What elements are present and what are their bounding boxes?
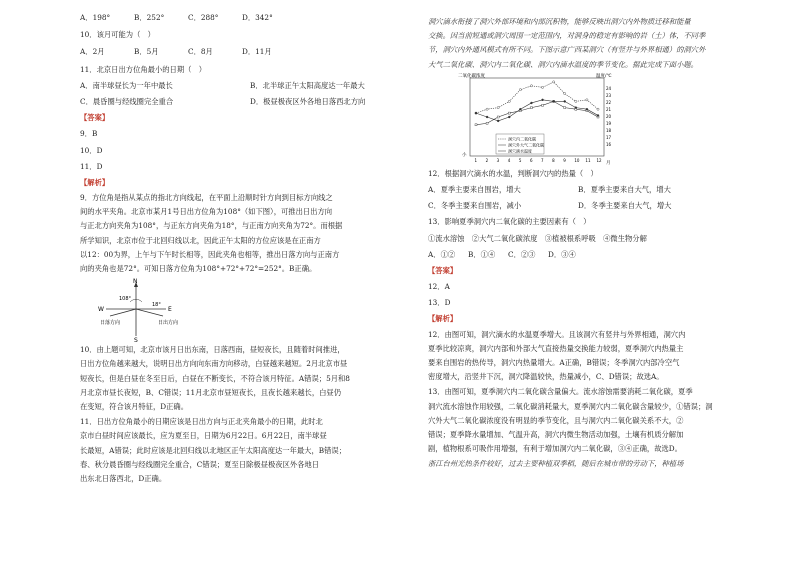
y-tick-label: 20 bbox=[606, 113, 612, 119]
q12-stem: 12．根据洞穴滴水的水温，判断洞穴内的热量（ ） bbox=[428, 168, 598, 178]
y-tick-label: 21 bbox=[606, 106, 612, 112]
q11-options-row2: C．晨昏圈与经线圈完全重合 D．极昼极夜区外各地日落西北方向 bbox=[80, 96, 366, 106]
passage-intro: 洞穴滴水衔接了洞穴外部环境和内部沉积物，能够反映出洞穴内外物质迁移和能量 交换。因当前短通或洞穴周围一定范围内，对洞身的稳定有影响的岩（土）体，不同季 节，洞穴内外通风模式有所不同。下图示意广西某洞穴（有竖井与外界相通）的洞穴外 大气二氧化碳、洞穴内二氧化碳、洞穴内滴水温度的季节变化。据此完成下面小题。 bbox=[428, 17, 706, 69]
x-tick-label: 10 bbox=[574, 157, 580, 163]
data-point bbox=[575, 106, 577, 108]
answer-11: 11．D bbox=[80, 161, 103, 171]
legend-label: 洞穴外大气二氧化碳 bbox=[508, 142, 544, 148]
answer-label-right: 【答案】 bbox=[428, 265, 458, 275]
label-s: S bbox=[134, 337, 138, 345]
data-point bbox=[553, 100, 555, 102]
data-point bbox=[564, 100, 566, 102]
q10-stem: 10．该月可能为（ ） bbox=[80, 30, 155, 40]
q13-stem: 13．影响夏季洞穴内二氧化碳的主要因素有（ ） bbox=[428, 217, 591, 227]
data-point bbox=[475, 124, 477, 126]
q11-stem: 11．北京日出方位角最小的日期（ ） bbox=[80, 64, 207, 74]
data-point bbox=[586, 98, 588, 100]
data-point bbox=[519, 88, 521, 90]
analysis-10: 10．由上题可知，北京市该月日出东南，日落西南，昼短夜长，且随着时间推进， 日出方位角越来越大，说明日出方向向东南方向移动，白昼越来越短。2月北京市昼 短夜长，但是白昼在冬至日后，白昼在不断变长，不符合该月特征。A错误；5月和8 月北京市昼长夜短，B、C错误；11月北京市昼短夜长，且夜长越来越长，白昼仍 在变短，符合该月特征，D正确。 bbox=[80, 345, 350, 411]
q11-options-row1: A．南半球昼长为一年中最长 B．北半球正午太阳高度达一年最大 bbox=[80, 80, 365, 90]
right-column bbox=[428, 16, 728, 470]
data-point bbox=[530, 102, 532, 104]
label-e: E bbox=[168, 306, 172, 314]
data-point bbox=[486, 108, 488, 110]
chart-svg bbox=[456, 72, 626, 166]
q13-factors: ①流水溶蚀 ②大气二氧化碳浓度 ③植被根系呼吸 ④微生物分解 bbox=[428, 233, 647, 243]
data-point bbox=[575, 100, 577, 102]
compass-svg bbox=[96, 276, 179, 345]
data-point bbox=[475, 112, 477, 114]
x-tick-label: 9 bbox=[563, 157, 566, 163]
next-passage-intro: 浙江台州光热条件较好，过去主要种植双季稻，随后在城市带的劳动下，种植场 bbox=[428, 459, 684, 469]
analysis-11: 11．日出方位角最小的日期应该是日出方向与正北夹角最小的日期，此时北 京市白昼时间应该最长，应为夏至日，日期为6月22日。6月22日，南半球昼 长最短，A错误；此时应该是北回归线以北地区正午太阳高度达一年最大，B错误； 春、秋分晨昏圈与经线圈完全重合，C错误；夏至日除极昼极夜区外各地日 出东北日落西北，D正确。 bbox=[80, 417, 347, 483]
cave-co2-chart bbox=[456, 72, 626, 166]
y-tick-label: 24 bbox=[606, 85, 612, 91]
label-n: N bbox=[133, 278, 138, 286]
x-tick-label: 2 bbox=[485, 157, 489, 163]
answer-10: 10．D bbox=[80, 145, 103, 155]
analysis-9: 9．方位角是指从某点的指北方向线起，在平面上沿顺时针方向到目标方向线之 间的水平夹角。北京市某月1号日出方位角为108°（如下图），可推出日出方向 与正北方向夹角为108°，与正东方向夹角为18°，与正南方向夹角为72°。而根据 所学知识，北京市位于北回归线以北，因此正午太阳的方位应该是在正南方 以12：00为界，上午与下午时长相等，因此夹角也相等，推出日落方向与正南方 向的夹角也是72°。可知日落方位角为108°+72°+72°=252°。B正确。 bbox=[80, 193, 343, 273]
analysis-label: 【解析】 bbox=[80, 177, 110, 187]
q8-options: A．198° B．252° C．288° D．342° bbox=[80, 13, 273, 22]
y-tick-label: 22 bbox=[606, 99, 612, 105]
compass-diagram bbox=[96, 276, 179, 345]
data-point bbox=[497, 116, 499, 118]
data-point bbox=[597, 114, 599, 116]
series-group bbox=[475, 81, 599, 126]
series-line bbox=[476, 100, 598, 121]
data-point bbox=[541, 86, 543, 88]
x-tick-label: 1 bbox=[474, 157, 478, 163]
y-tick-label: 16 bbox=[606, 141, 612, 147]
data-point bbox=[519, 108, 521, 110]
x-tick-label: 11 bbox=[585, 157, 591, 163]
label-sunset: 日落方向 bbox=[100, 320, 121, 327]
answer-label: 【答案】 bbox=[80, 113, 110, 123]
sunset-ray bbox=[110, 309, 136, 316]
left-column bbox=[80, 12, 395, 484]
answer-9: 9．B bbox=[80, 129, 98, 139]
data-point bbox=[542, 104, 544, 106]
data-point bbox=[530, 84, 532, 86]
analysis-13: 13．由图可知，夏季洞穴内二氧化碳含量偏大。流水溶蚀需要消耗二氧化碳，夏季 洞穴流水溶蚀作用较强，二氧化碳消耗量大，夏季洞穴内二氧化碳含量较少，①错误；洞 穴外大气二氧化碳浓度没有明显的季节变化，且与洞穴内二氧化碳关系不大，② 错误；夏季降水量增加、气温升高，洞穴内微生物活动加强，土壤有机质分解加 剧，植物根系可吸作用增强，有利于增加洞穴内二氧化碳，③④正确，故选D。 bbox=[428, 387, 713, 454]
label-108: 108° bbox=[119, 296, 132, 303]
x-tick-label: 12 bbox=[596, 157, 602, 163]
data-point bbox=[530, 106, 532, 108]
data-point bbox=[542, 99, 544, 101]
data-point bbox=[497, 106, 499, 108]
x-tick-label: 6 bbox=[529, 157, 533, 163]
y-tick-label: 19 bbox=[606, 120, 612, 126]
series-line bbox=[476, 101, 598, 124]
data-point bbox=[508, 116, 510, 118]
chart-legend bbox=[496, 134, 544, 154]
q10-options: A．2月 B．5月 C．8月 D．11月 bbox=[80, 47, 272, 57]
data-point bbox=[553, 81, 555, 83]
sunrise-ray bbox=[136, 309, 163, 316]
analysis-12: 12．由图可知，洞穴滴水的水温夏季增大。且该洞穴有竖井与外界相通，洞穴内 夏季比较凉爽，洞穴内部和外部大气直接热量交换能力较弱，夏季洞穴内热量主 要来自围岩的热传导，洞穴内热量增大。A正确，B错误；冬季洞穴内部冷空气 密度增大，沿竖井下沉，洞穴降温较快，热量减小，C、D错误；故选A。 bbox=[428, 329, 686, 382]
x-tick-label: 5 bbox=[518, 157, 522, 163]
data-point bbox=[586, 108, 588, 110]
x-tick-labels bbox=[475, 158, 603, 163]
answer-13: 13．D bbox=[428, 298, 451, 308]
data-point bbox=[508, 100, 510, 102]
x-tick-label: 4 bbox=[507, 157, 511, 163]
y-tick-label: 23 bbox=[606, 92, 612, 98]
data-point bbox=[508, 112, 510, 114]
data-point bbox=[597, 108, 599, 110]
x-tick-label: 3 bbox=[496, 157, 500, 163]
x-tick-label: 8 bbox=[552, 157, 555, 163]
y-tick-label: 18 bbox=[606, 127, 612, 133]
analysis-label-right: 【解析】 bbox=[428, 314, 458, 324]
x-axis-label: 月 bbox=[606, 160, 611, 166]
data-point bbox=[564, 92, 566, 94]
data-point bbox=[564, 106, 566, 108]
data-point bbox=[486, 116, 488, 118]
y-left-bottom-label: 小 bbox=[462, 152, 467, 158]
y-right-tick-labels bbox=[606, 86, 612, 147]
legend-label: 洞穴内二氧化碳 bbox=[508, 136, 536, 142]
legend-label: 洞穴滴水温度 bbox=[508, 148, 532, 154]
q12-options-row2: C．冬季主要来自围岩，减小 D．冬季主要来自大气，增大 bbox=[428, 201, 672, 211]
label-18: 18° bbox=[152, 302, 161, 309]
x-tick-label: 7 bbox=[541, 157, 544, 163]
label-w: W bbox=[98, 306, 104, 314]
answer-12: 12．A bbox=[428, 282, 450, 292]
label-sunrise: 日出方向 bbox=[158, 320, 179, 327]
y-left-label: 二氧化碳浓度 bbox=[458, 73, 485, 79]
data-point bbox=[497, 120, 499, 122]
data-point bbox=[486, 122, 488, 124]
q13-options: A．①② B．①④ C．②③ D．③④ bbox=[428, 249, 576, 259]
q12-options-row1: A．夏季主要来自围岩，增大 B．夏季主要来自大气，增大 bbox=[428, 184, 671, 194]
y-right-label: 温度/℃ bbox=[596, 73, 612, 79]
y-tick-label: 17 bbox=[606, 134, 612, 140]
